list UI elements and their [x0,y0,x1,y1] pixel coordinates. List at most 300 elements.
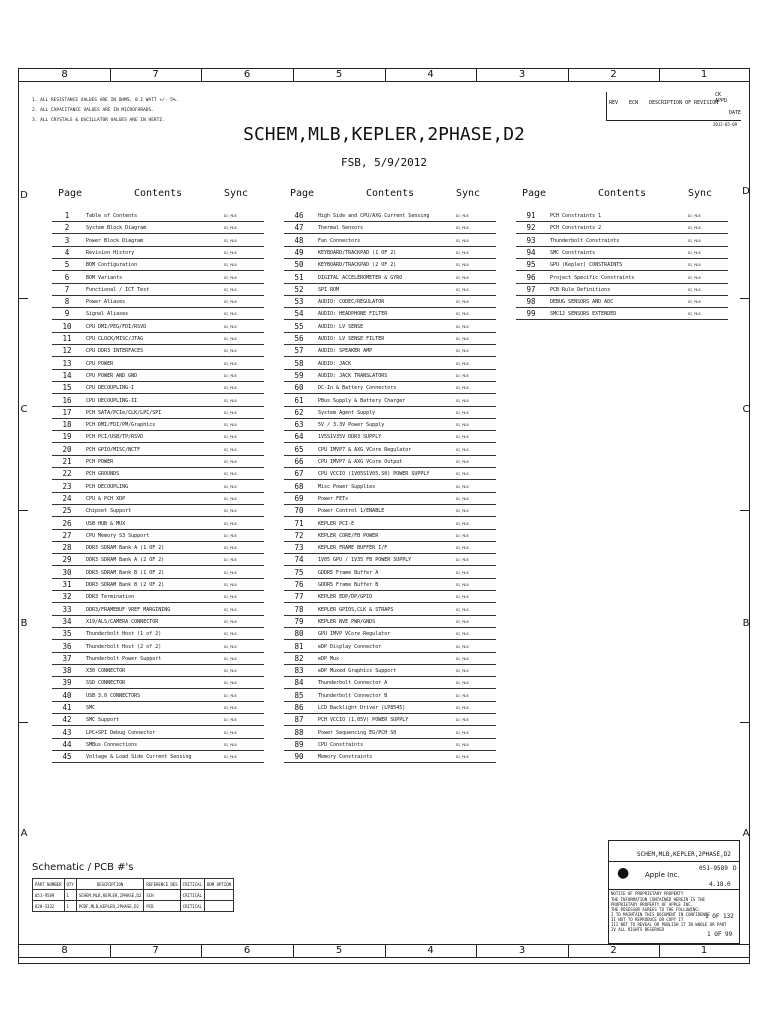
toc-page-title: PCH POWER [86,459,114,465]
toc-page-number: 29 [62,555,72,565]
toc-page-number: 37 [62,653,72,663]
toc-page-title: DC-In & Battery Connectors [318,385,397,392]
toc-row[interactable] [52,579,264,591]
pcb-table-title: Schematic / PCB #'s [32,862,134,873]
toc-row[interactable] [284,235,496,247]
toc-sync: D2_MLB [456,558,469,563]
notice-line: II NOT TO REPRODUCE OR COPY IT [611,917,684,922]
toc-sync: D2_MLB [224,324,237,329]
toc-row[interactable] [52,481,264,493]
toc-page-number: 7 [64,284,70,294]
toc-row[interactable] [516,284,728,296]
toc-page-number: 69 [294,493,304,503]
toc-page-title: Power Sequencing EG/PCH S0 [318,729,397,736]
toc-row[interactable] [284,222,496,234]
ecn-label: ECN [629,100,639,106]
notice-line: THE POSESSOR AGREES TO THE FOLLOWING: [611,907,701,912]
toc-page-number: 68 [294,481,304,491]
toc-row[interactable] [52,690,264,702]
toc-page-title: DEBUG SENSORS AND ADC [550,299,614,306]
toc-row[interactable] [284,751,496,763]
toc-sync: D2_MLB [456,386,469,391]
toc-sync: D2_MLB [456,398,469,403]
column-number: 8 [61,69,68,80]
toc-page-title: eDP Mux [318,655,340,662]
toc-page-number: 36 [62,641,72,651]
toc-page-number: 99 [526,309,536,319]
toc-sync: D2_MLB [224,373,237,378]
toc-row[interactable] [284,604,496,616]
toc-row[interactable] [52,628,264,640]
toc-page-title: DDR3 SDRAM Bank B (1 OF 2) [86,569,165,576]
critical: CRITICAL [180,890,204,901]
toc-sync: D2_MLB [224,583,237,587]
toc-row[interactable] [284,530,496,542]
toc-page-title: Revision History [86,249,135,256]
toc-sync: D2_MLB [224,669,237,674]
toc-sync: D2_MLB [224,447,237,452]
toc-sync: D2_MLB [456,337,469,341]
toc-row[interactable] [284,591,496,603]
toc-page-title: CPU Memory S3 Support [86,532,150,539]
toc-page-title: Power Control 1/ENABLE [318,508,385,515]
toc-sync: D2_MLB [224,607,237,612]
toc-row[interactable] [52,419,264,431]
toc-page-title: PCH DECOUPLING [86,483,129,490]
toc-row[interactable] [52,345,264,357]
toc-row[interactable] [284,616,496,628]
toc-page-title: Voltage & Load Side Current Sensing [86,754,192,761]
toc-page-number: 39 [62,678,72,688]
toc-page-title: KEYBOARD/TRACKPAD (1 OF 2) [318,249,397,256]
toc-page-title: KEPLER CORE/FB POWER [318,532,379,539]
toc-sync: D2_MLB [456,472,469,477]
toc-sync: D2_MLB [224,349,237,354]
toc-sync: D2_MLB [224,570,237,575]
toc-sync: D2_MLB [456,656,469,661]
toc-sync: D2_MLB [456,619,469,624]
toc-row[interactable] [52,591,264,603]
toc-page-number: 78 [294,604,304,614]
toc-page-number: 43 [62,727,72,737]
table-row [33,901,234,912]
toc-page-number: 65 [294,444,304,454]
toc-row[interactable] [52,468,264,480]
toc-page-number: 76 [294,580,304,589]
toc-row[interactable] [52,358,264,370]
toc-page-number: 32 [62,592,72,602]
toc-page-title: Table of Contents [86,213,138,219]
toc-page-title: BOM Configuration [86,262,138,269]
page-number: 1 OF 99 [707,931,733,938]
toc-row[interactable] [284,665,496,677]
toc-row[interactable] [516,296,728,308]
date-value: 2012-05-09 [713,122,738,127]
toc-page-title: Thermal Sensors [318,225,364,232]
toc-page-title: KEPLER EDP/DP/GPIO [318,594,373,601]
toc-row[interactable] [52,407,264,419]
toc-page-number: 13 [62,358,72,368]
revision-block [606,92,742,127]
toc-page-number: 42 [62,715,72,725]
toc-page-title: PCH GROUNDS [86,471,120,478]
toc-sync: D2_MLB [456,447,469,452]
toc-sync: D2_MLB [688,300,701,305]
toc-row[interactable] [52,665,264,677]
toc-sync: D2_MLB [456,423,469,428]
toc-row[interactable] [52,616,264,628]
toc-row[interactable] [516,210,728,222]
toc-row[interactable] [52,235,264,247]
toc-page-title: SPI ROM [318,286,340,293]
toc-sync: D2_MLB [456,373,469,378]
toc-row[interactable] [284,321,496,333]
toc-row[interactable] [284,554,496,566]
toc-page-number: 50 [294,260,304,270]
toc-row[interactable] [284,358,496,370]
toc-page-title: CPU DMI/PEG/FDI/RSVD [86,323,147,330]
toc-sync: D2_MLB [456,546,469,551]
pcb-header: CRITICAL [180,879,204,890]
toc-sync: D2_MLB [456,521,469,526]
toc-page-number: 45 [62,752,72,762]
toc-row[interactable] [284,345,496,357]
toc-sync: D2_MLB [456,533,469,538]
toc-row[interactable] [284,272,496,284]
toc-page-title: CPU DECOUPLING-I [86,385,135,392]
toc-sync: D2_MLB [224,472,237,477]
toc-row[interactable] [52,272,264,284]
pcb-header: QTY [64,879,76,890]
toc-row[interactable] [52,739,264,751]
toc-page-title: DDR3 SDRAM Bank B (2 OF 2) [86,582,165,588]
toc-page-number: 6 [64,272,70,282]
toc-page-title: DDR3/FRAMEBUF VREF MARGINING [86,606,171,613]
reference-des: SCH [144,890,180,901]
toc-row[interactable] [516,308,728,320]
toc-row[interactable] [52,542,264,554]
toc-page-number: 77 [294,592,304,602]
toc-header-contents: Contents [366,188,415,199]
toc-row[interactable] [52,321,264,333]
toc-page-title: LPC+SPI Debug Connector [86,729,156,736]
toc-row[interactable] [52,702,264,714]
toc-row[interactable] [284,505,496,517]
toc-row[interactable] [284,567,496,579]
toc-page-title: Thunderbolt Host (2 of 2) [86,643,162,650]
pcb-header: PART NUMBER [33,879,65,890]
toc-page-title: AUDIO: LV SENSE FILTER [318,336,385,342]
general-note: 1. ALL RESISTANCE VALUES ARE IN OHMS, 0.1 WATT +/- 5%. [32,98,179,103]
toc-sync: D2_MLB [688,275,701,280]
toc-row[interactable] [52,296,264,308]
column-number: 4 [427,945,434,956]
toc-page-title: Misc Power Supplies [318,483,376,490]
toc-row[interactable] [52,530,264,542]
toc-row[interactable] [52,505,264,517]
toc-page-title: Fan Connectors [318,237,361,244]
toc-sync: D2_MLB [224,656,237,661]
toc-sync: D2_MLB [688,250,701,255]
bom-option [204,901,233,912]
toc-page-number: 97 [526,284,536,294]
toc-row[interactable] [284,518,496,530]
toc-row[interactable] [284,653,496,665]
toc-sync: D2_MLB [456,460,469,464]
toc-page-title: PCH Constraints 2 [550,225,602,232]
toc-row[interactable] [284,444,496,456]
toc-row[interactable] [52,456,264,468]
general-note: 3. ALL CRYSTALS & OSCILLATOR VALUES ARE IN HERTZ. [32,118,165,123]
toc-row[interactable] [284,419,496,431]
toc-page-title: CPU IMVP7 & AXG VCore Output [318,459,403,465]
toc-sync: D2_MLB [688,226,701,231]
toc-sync: D2_MLB [456,312,469,317]
toc-row[interactable] [284,714,496,726]
row-letter: B [742,618,750,629]
toc-sync: D2_MLB [456,324,469,329]
toc-page-title: CPU POWER [86,360,114,367]
toc-page-title: Power Aliases [86,299,126,306]
toc-page-title: Signal Aliases [86,311,129,318]
toc-page-title: Chipset Support [86,508,132,515]
toc-sync: D2_MLB [456,742,469,747]
toc-row[interactable] [516,247,728,259]
toc-row[interactable] [52,333,264,345]
toc-page-title: Thunderbolt Connector B [318,692,388,699]
toc-row[interactable] [52,259,264,271]
toc-sync: D2_MLB [224,509,237,514]
toc-row[interactable] [284,739,496,751]
toc-page-number: 48 [294,235,304,245]
row-letter: C [20,404,28,415]
toc-row[interactable] [52,284,264,296]
ck-label: CK [715,92,722,98]
toc-page-number: 89 [294,739,304,749]
toc-page-number: 72 [294,530,304,540]
toc-page-number: 86 [294,703,304,712]
toc-row[interactable] [284,481,496,493]
toc-page-number: 33 [62,604,72,614]
toc-page-title: DIGITAL ACCELEROMETER & GYRO [318,274,403,281]
page-title: SCHEM,MLB,KEPLER,2PHASE,D2 [243,124,525,145]
toc-sync: D2_MLB [456,595,469,600]
toc-sync: D2_MLB [688,238,701,243]
notice-line: III NOT TO REVEAL OR PUBLISH IT IN WHOLE OR PART [611,922,727,927]
toc-page-title: SSD CONNECTOR [86,680,126,687]
toc-row[interactable] [284,628,496,640]
toc-page-title: KEPLER PCI-E [318,520,355,527]
toc-page-title: 1V5S1V35V DDR3 SUPPLY [318,434,382,441]
toc-row[interactable] [52,641,264,653]
drawing-part-number: 051-9589 [699,865,728,872]
toc-page-number: 20 [62,444,72,454]
toc-page-number: 63 [294,420,304,430]
toc-sync: D2_MLB [456,226,469,231]
toc-sync: D2_MLB [456,349,469,354]
toc-page-title: KEPLER NVE PWR/GNDS [318,618,376,625]
drawing-size: D [733,865,737,872]
toc-row[interactable] [52,727,264,739]
toc-row[interactable] [284,370,496,382]
toc-page-number: 64 [294,432,304,442]
toc-sync: D2_MLB [224,595,237,600]
toc-page-title: Thunderbolt Host (1 of 2) [86,631,162,638]
toc-row[interactable] [284,382,496,394]
toc-page-title: LCD Backlight Driver (LP8545) [318,705,406,711]
toc-row[interactable] [284,468,496,480]
toc-page-number: 17 [62,407,72,417]
toc-row[interactable] [284,579,496,591]
toc-page-number: 5 [64,260,70,270]
toc-row[interactable] [284,431,496,443]
toc-row[interactable] [52,222,264,234]
toc-page-number: 60 [294,383,304,393]
toc-page-title: BOM Variants [86,274,123,281]
general-note: 2. ALL CAPACITANCE VALUES ARE IN MICROFARADS. [32,108,154,113]
toc-page-title: CPU DDR3 INTERFACES [86,348,144,355]
toc-row[interactable] [52,395,264,407]
toc-row[interactable] [284,395,496,407]
toc-sync: D2_MLB [224,558,237,563]
toc-sync: D2_MLB [456,644,469,649]
column-number: 6 [243,69,251,80]
toc-sync: D2_MLB [456,681,469,686]
column-number: 3 [518,945,526,956]
toc-sync: D2_MLB [456,583,469,587]
toc-page-number: 55 [294,321,304,331]
toc-page-number: 8 [64,297,70,307]
toc-page-number: 88 [294,727,304,737]
toc-row[interactable] [52,247,264,259]
drawing-revision: 4.18.0 [709,881,731,888]
toc-row[interactable] [516,235,728,247]
toc-page-title: GDDR5 Frame Buffer A [318,569,379,576]
toc-sync: D2_MLB [224,755,237,760]
toc-page-title: PCH PCI/USB/TP/RSVD [86,434,144,441]
toc-row[interactable] [284,690,496,702]
toc-row[interactable] [52,210,264,222]
toc-page-title: Power Block Diagram [86,237,144,244]
toc-sync: D2_MLB [224,287,237,292]
toc-sync: D2_MLB [456,669,469,674]
toc-row[interactable] [284,702,496,714]
toc-row[interactable] [52,677,264,689]
toc-sync: D2_MLB [456,410,469,415]
toc-page-number: 80 [294,629,304,639]
toc-row[interactable] [284,456,496,468]
toc-row[interactable] [284,259,496,271]
toc-row[interactable] [52,653,264,665]
toc-row[interactable] [284,296,496,308]
toc-sync: D2_MLB [456,214,469,218]
toc-page-number: 54 [294,309,304,319]
toc-row[interactable] [52,382,264,394]
toc-page-number: 83 [294,666,304,676]
column-number: 5 [335,945,343,956]
toc-row[interactable] [52,308,264,320]
toc-row[interactable] [52,518,264,530]
toc-sync: D2_MLB [224,410,237,415]
toc-page-title: 5V / 3.3V Power Supply [318,422,385,429]
toc-page-number: 44 [62,739,72,749]
toc-row[interactable] [284,542,496,554]
toc-page-number: 59 [294,370,304,380]
toc-row[interactable] [52,444,264,456]
toc-row[interactable] [284,210,496,222]
toc-row[interactable] [284,247,496,259]
reference-des: PCB [144,901,180,912]
toc-page-number: 74 [294,555,304,565]
row-letter: A [742,828,750,839]
toc-row[interactable] [284,407,496,419]
toc-row[interactable] [52,493,264,505]
toc-header-page: Page [58,188,83,199]
toc-row[interactable] [52,370,264,382]
toc-page-number: 94 [526,247,536,257]
notice-line: THE INFORMATION CONTAINED HEREIN IS THE [611,897,705,902]
toc-page-title: AUDIO: SPEAKER AMP [318,348,373,355]
column-number: 2 [610,69,617,80]
toc-row[interactable] [52,567,264,579]
toc-row[interactable] [52,751,264,763]
toc-page-number: 56 [294,334,304,343]
toc-row[interactable] [52,604,264,616]
bom-option [204,890,233,901]
toc-page-title: PBus Supply & Battery Charger [318,397,406,404]
toc-row[interactable] [52,714,264,726]
notice-title: NOTICE OF PROPRIETARY PROPERTY [611,891,684,896]
toc-row[interactable] [284,333,496,345]
toc-row[interactable] [52,554,264,566]
toc-page-number: 28 [62,543,72,553]
toc-sync: D2_MLB [224,730,237,735]
toc-page-title: SMC Constraints [550,249,596,256]
toc-sync: D2_MLB [456,755,469,760]
toc-sync: D2_MLB [224,693,237,698]
part-number: 820-3332 [33,901,65,912]
toc-sync: D2_MLB [456,509,469,514]
toc-sync: D2_MLB [456,632,469,637]
toc-row[interactable] [52,431,264,443]
toc-row[interactable] [516,222,728,234]
toc-header-sync: Sync [456,188,481,199]
toc-row[interactable] [284,308,496,320]
toc-row[interactable] [284,493,496,505]
toc-page-title: KEPLER FRAME BUFFER I/F [318,545,388,552]
toc-row[interactable] [284,284,496,296]
toc-page-title: eDP Muxed Graphics Support [318,668,397,675]
toc-row[interactable] [516,259,728,271]
toc-page-title: CPU DECOUPLING-II [86,397,138,404]
critical: CRITICAL [180,901,204,912]
toc-sync: D2_MLB [456,496,469,501]
toc-header-page: Page [522,188,547,199]
column-number: 5 [335,69,343,80]
toc-sync: D2_MLB [456,238,469,243]
toc-row[interactable] [516,272,728,284]
toc-page-number: 10 [62,321,72,331]
toc-page-number: 21 [62,457,72,466]
toc-page-number: 75 [294,567,304,577]
row-letter: D [742,186,750,197]
column-number: 7 [152,69,159,80]
toc-row[interactable] [284,641,496,653]
toc-row[interactable] [284,677,496,689]
toc-page-number: 9 [64,309,70,319]
toc-row[interactable] [284,727,496,739]
toc-sync: D2_MLB [224,361,237,366]
